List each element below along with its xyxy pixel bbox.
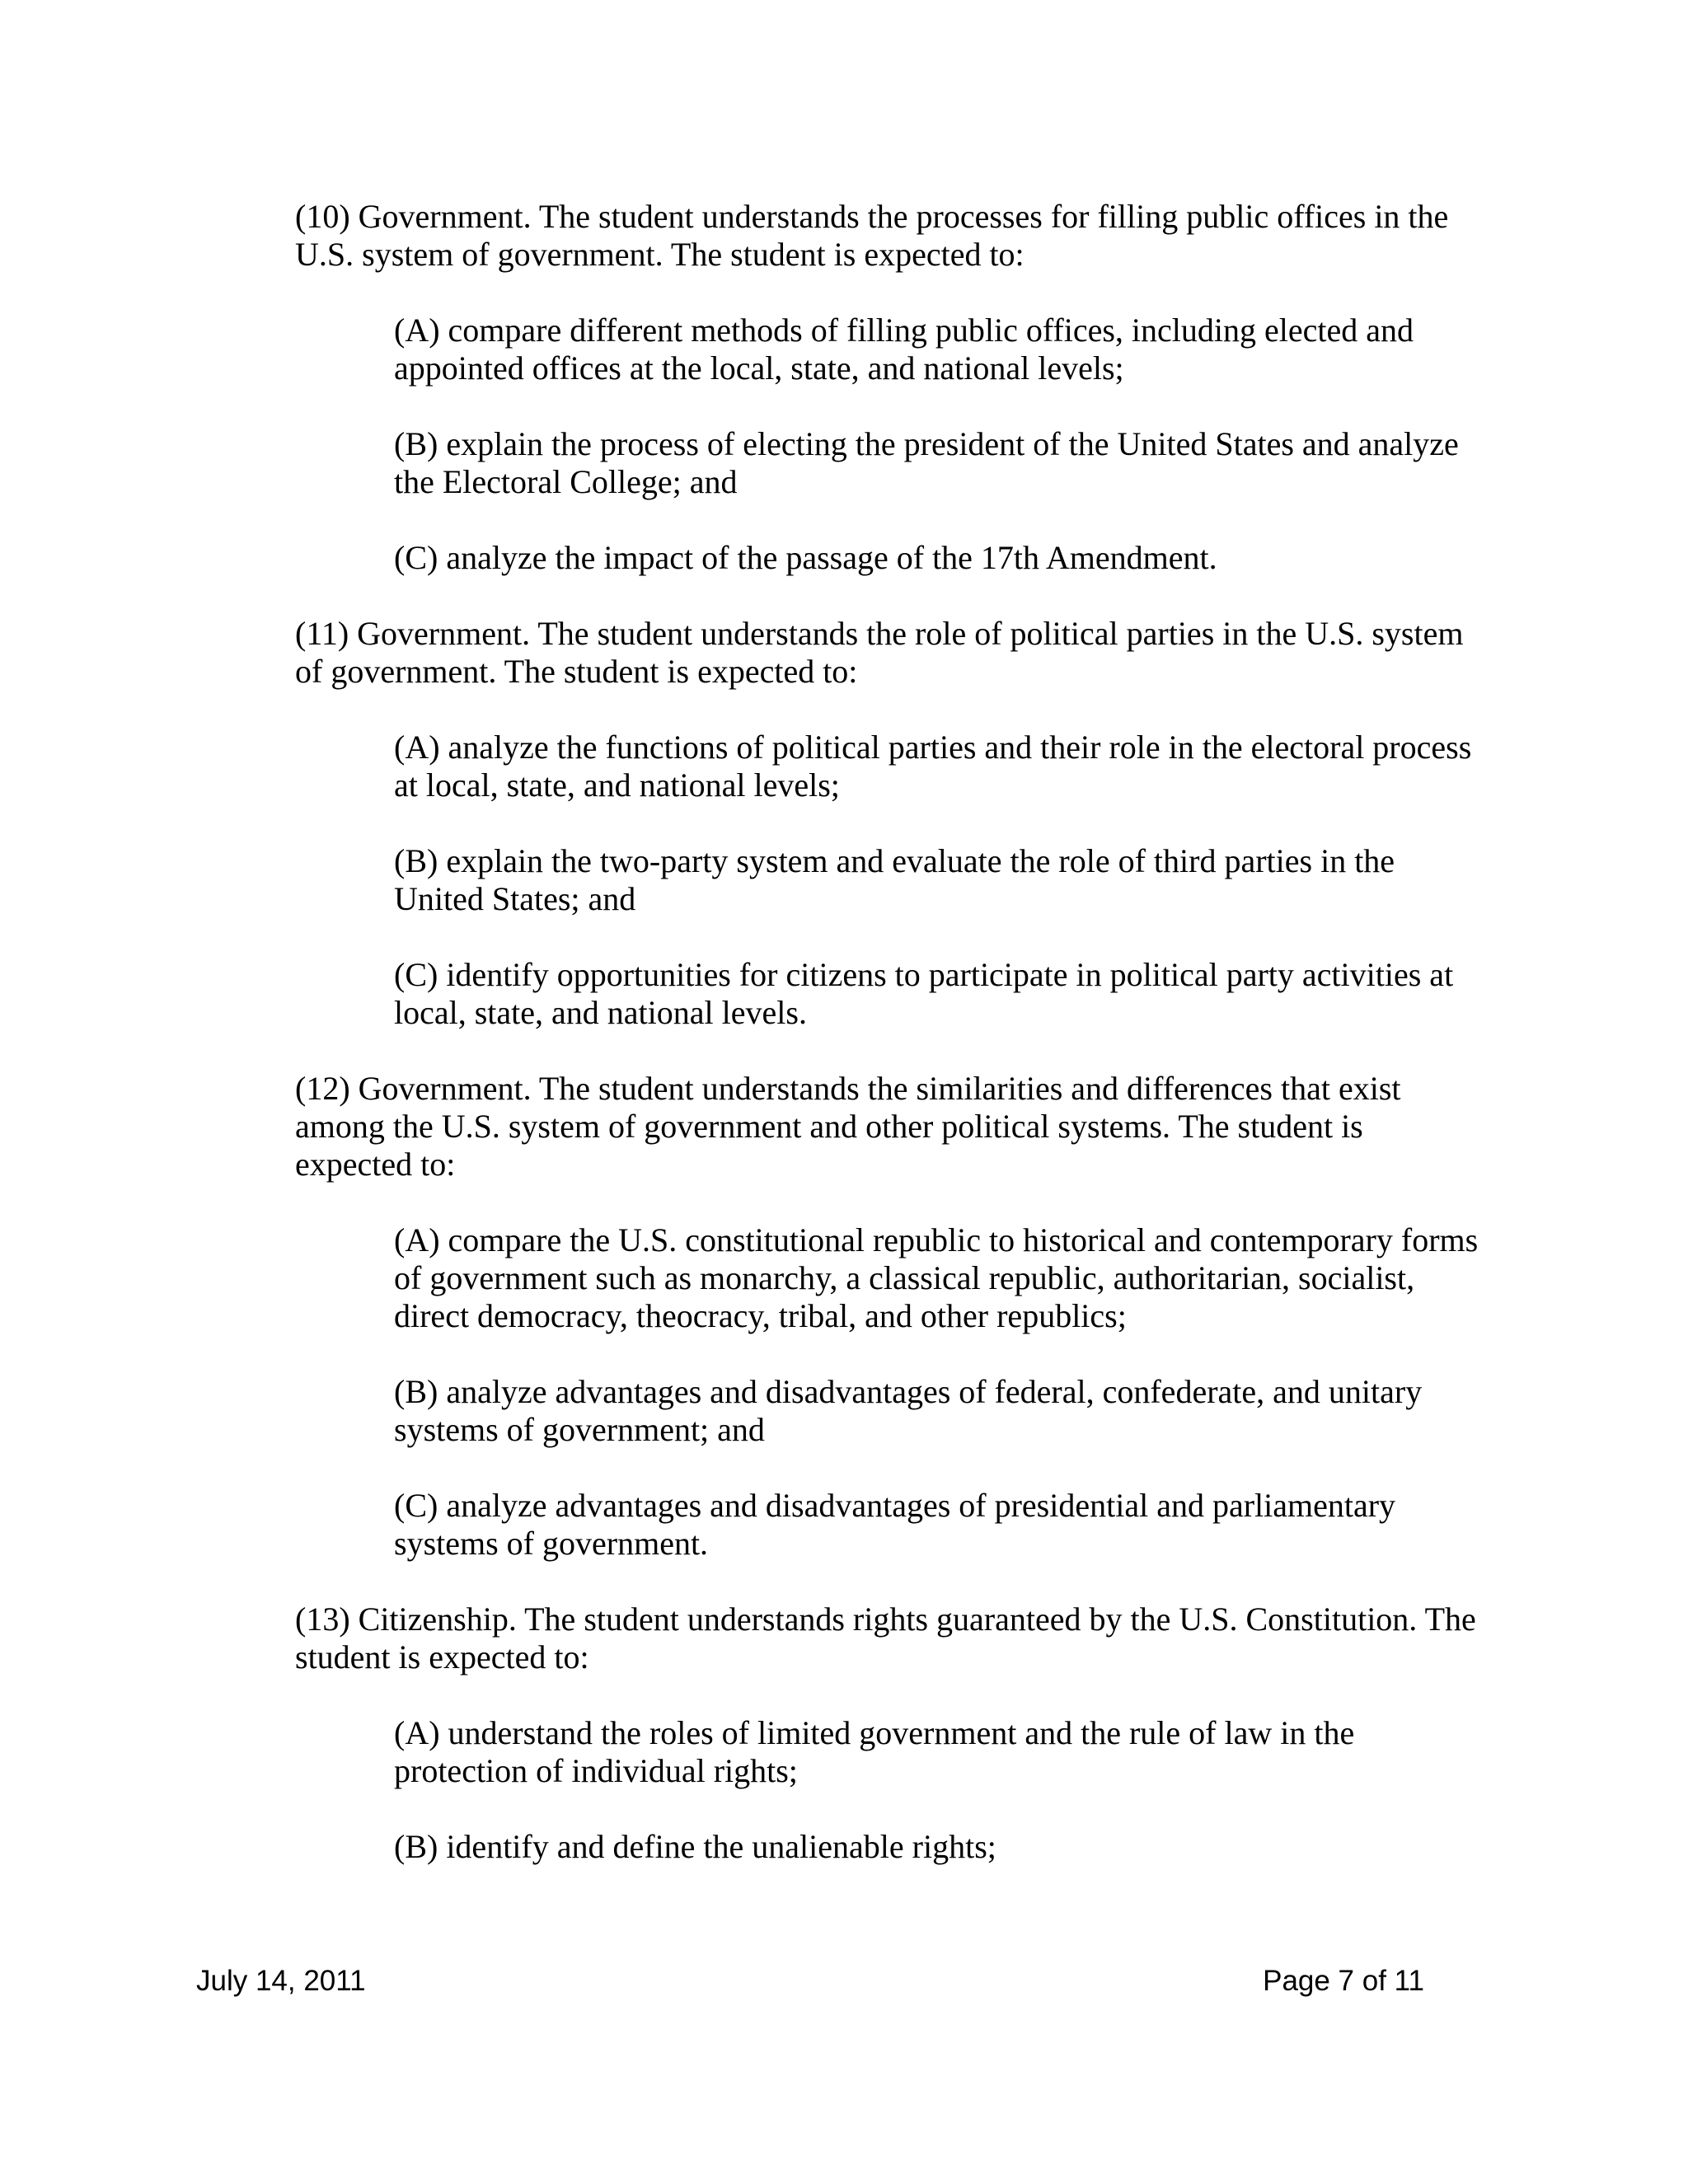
section-13-item-a: (A) understand the roles of limited government and the rule of law in the protection of individual rights; <box>394 1714 1355 1789</box>
section-10-item-a: (A) compare different methods of filling public offices, including elected and appointed offices at the local, state, and national levels; <box>394 312 1414 387</box>
section-11-item-b: (B) explain the two-party system and evaluate the role of third parties in the United States; and <box>394 842 1395 917</box>
section-10-item-b: (B) explain the process of electing the president of the United States and analyze the Electoral College; and <box>394 425 1459 500</box>
footer-page-number: Page 7 of 11 <box>1263 1965 1424 1997</box>
section-12-item-b: (B) analyze advantages and disadvantages of federal, confederate, and unitary systems of government; and <box>394 1373 1423 1448</box>
section-13-item-b: (B) identify and define the unalienable rights; <box>394 1828 996 1865</box>
section-10-heading: (10) Government. The student understands the processes for filling public offices in the U.S. system of government. The student is expected to: <box>295 198 1449 273</box>
section-12-item-a: (A) compare the U.S. constitutional republic to historical and contemporary forms of government such as monarchy, a classical republic, authoritarian, socialist, direct democracy, theocracy, tribal, and other republics; <box>394 1221 1479 1334</box>
section-11-item-a: (A) analyze the functions of political parties and their role in the electoral process at local, state, and national levels; <box>394 729 1472 804</box>
section-13-heading: (13) Citizenship. The student understands rights guaranteed by the U.S. Constitution. The student is expected to: <box>295 1601 1476 1675</box>
section-11-heading: (11) Government. The student understands the role of political parties in the U.S. system of government. The student is expected to: <box>295 615 1464 690</box>
page-body <box>295 198 1482 1904</box>
footer-date: July 14, 2011 <box>196 1965 366 1997</box>
section-11-item-c: (C) identify opportunities for citizens to participate in political party activities at local, state, and national levels. <box>394 956 1454 1031</box>
section-12-item-c: (C) analyze advantages and disadvantages of presidential and parliamentary systems of government. <box>394 1487 1396 1562</box>
section-10-item-c: (C) analyze the impact of the passage of the 17th Amendment. <box>394 539 1217 576</box>
section-12-heading: (12) Government. The student understands the similarities and differences that exist among the U.S. system of government and other political systems. The student is expected to: <box>295 1070 1401 1183</box>
